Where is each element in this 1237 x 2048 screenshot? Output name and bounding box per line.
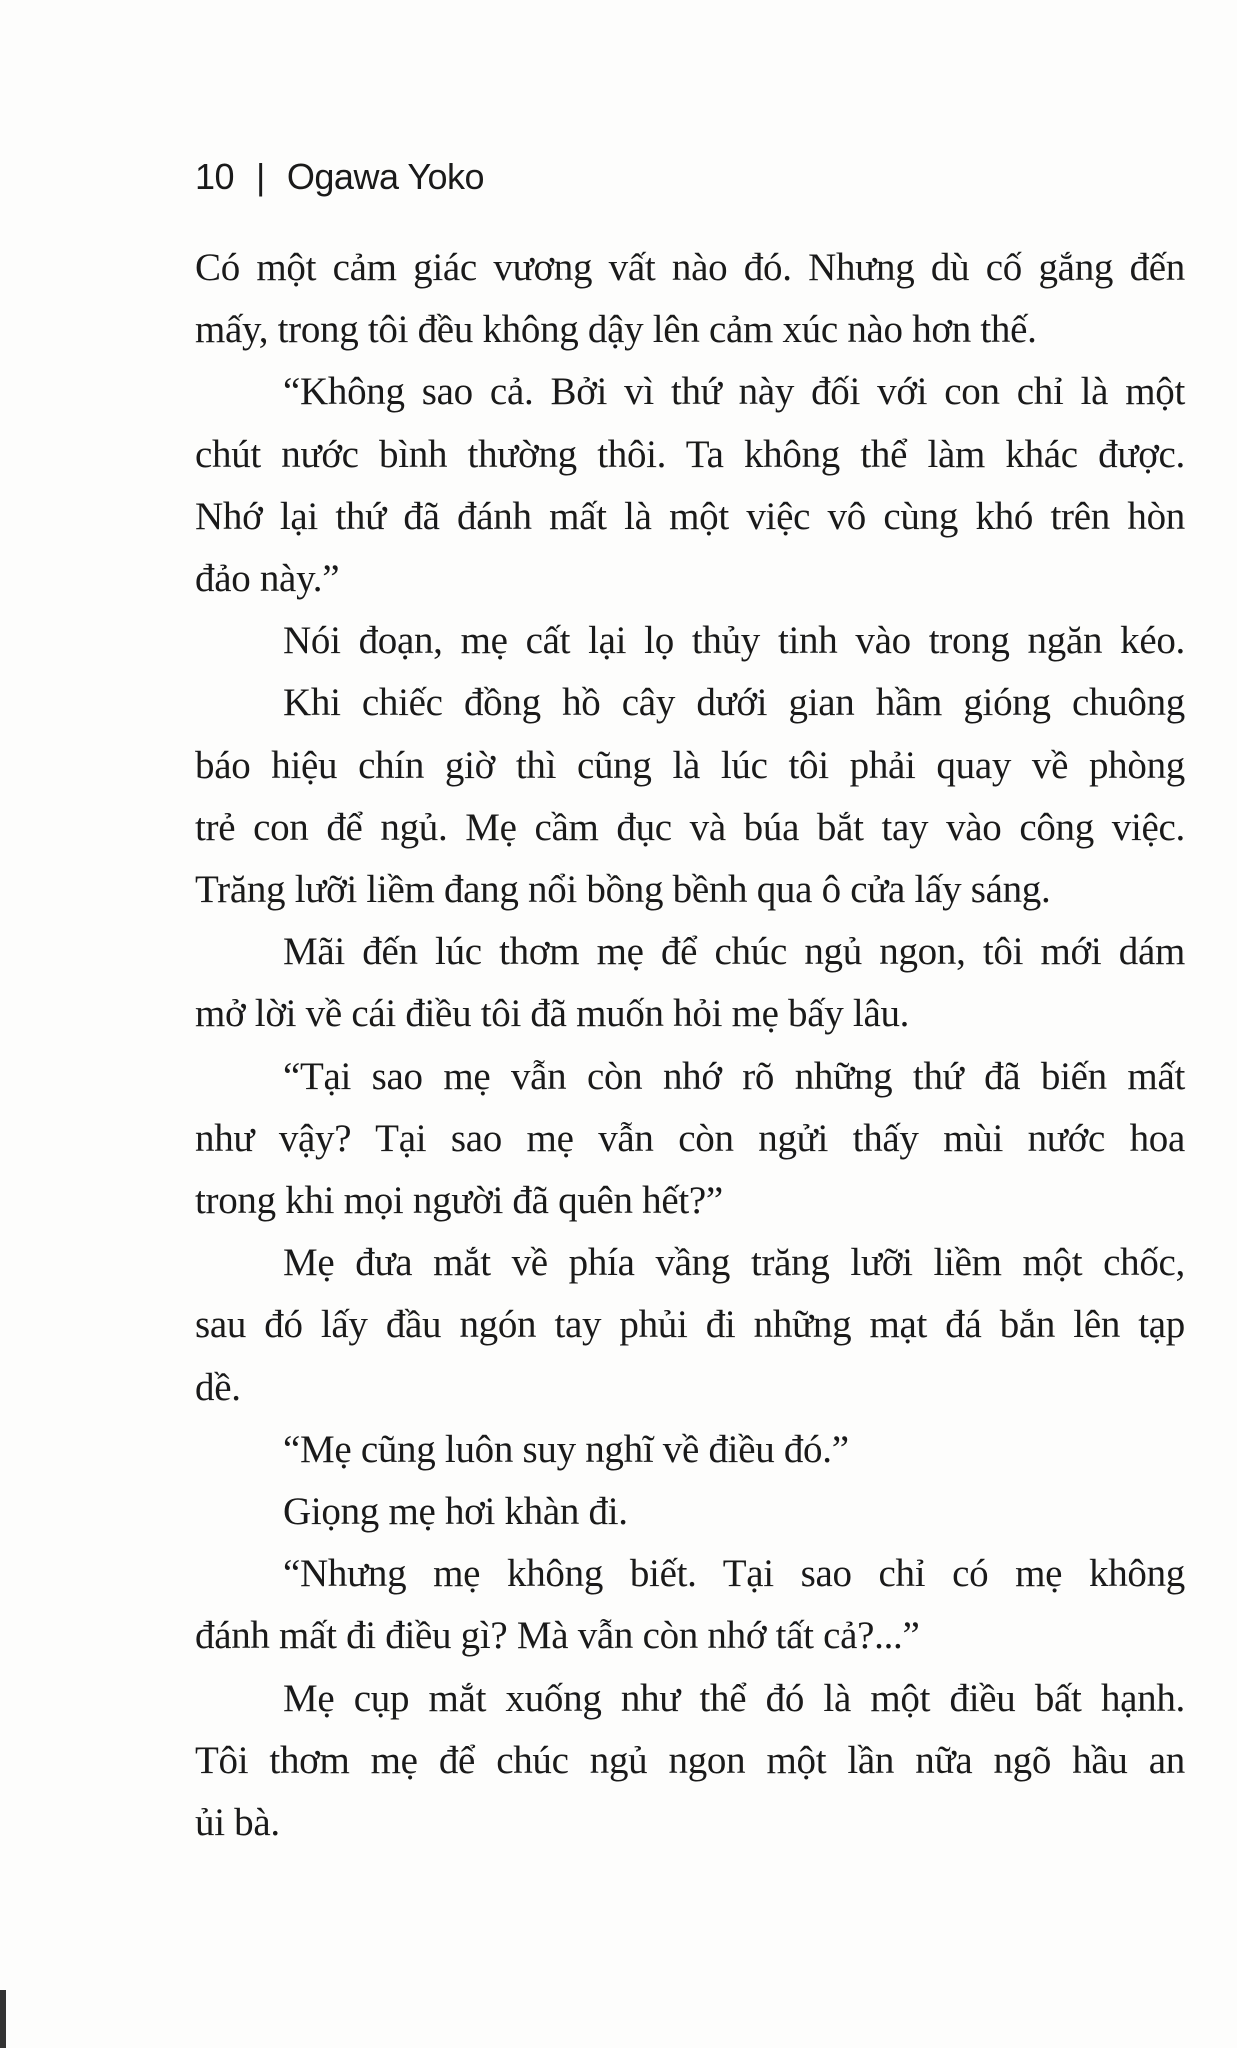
text-line: trong khi mọi người đã quên hết?” [195, 1179, 723, 1222]
text-line: “Nhưng mẹ không biết. Tại sao chỉ có mẹ không [283, 1552, 1185, 1596]
text-line: dề. [195, 1365, 241, 1409]
text-line: mở lời về cái điều tôi đã muốn hỏi mẹ bấy lâu. [195, 992, 910, 1036]
text-line: Mẹ cụp mắt xuống như thể đó là một điều bất hạnh. [283, 1676, 1185, 1720]
text-line: sau đó lấy đầu ngón tay phủi đi những mạt đá bắn lên tạp [195, 1303, 1185, 1347]
text-line: Khi chiếc đồng hồ cây dưới gian hầm gióng chuông [283, 681, 1185, 725]
running-header [195, 152, 484, 202]
page-edge-shadow [0, 1990, 6, 2048]
text-line: Nhớ lại thứ đã đánh mất là một việc vô cùng khó trên hòn [195, 494, 1185, 538]
text-line: Nói đoạn, mẹ cất lại lọ thủy tinh vào trong ngăn kéo. [283, 619, 1185, 663]
text-line: Mẹ đưa mắt về phía vầng trăng lưỡi liềm một chốc, [283, 1241, 1185, 1285]
text-line: mấy, trong tôi đều không dậy lên cảm xúc nào hơn thế. [195, 308, 1037, 352]
text-line: báo hiệu chín giờ thì cũng là lúc tôi phải quay về phòng [195, 743, 1185, 787]
text-line: đảo này.” [195, 557, 340, 600]
text-line: Giọng mẹ hơi khàn đi. [283, 1490, 628, 1533]
text-line: ủi bà. [195, 1801, 280, 1844]
text-line: Trăng lưỡi liềm đang nổi bồng bềnh qua ô cửa lấy sáng. [195, 868, 1051, 911]
text-line: “Không sao cả. Bởi vì thứ này đối với con chỉ là một [283, 370, 1185, 414]
author-name: Ogawa Yoko [286, 156, 485, 197]
text-line: “Mẹ cũng luôn suy nghĩ về điều đó.” [283, 1427, 849, 1471]
text-line: như vậy? Tại sao mẹ vẫn còn ngửi thấy mùi nước hoa [195, 1116, 1185, 1160]
header-separator: | [256, 156, 265, 197]
text-line: Có một cảm giác vương vất nào đó. Nhưng dù cố gắng đến [195, 246, 1185, 289]
text-line: “Tại sao mẹ vẫn còn nhớ rõ những thứ đã biến mất [283, 1054, 1185, 1098]
text-line: Mãi đến lúc thơm mẹ để chúc ngủ ngon, tôi mới dám [283, 930, 1185, 974]
page-number: 10 [195, 156, 235, 197]
text-line: chút nước bình thường thôi. Ta không thể làm khác được. [195, 432, 1185, 476]
text-line: trẻ con để ngủ. Mẹ cầm đục và búa bắt tay vào công việc. [195, 805, 1185, 849]
text-line: Tôi thơm mẹ để chúc ngủ ngon một lần nữa ngõ hầu an [195, 1738, 1185, 1782]
text-line: đánh mất đi điều gì? Mà vẫn còn nhớ tất cả?...” [195, 1614, 920, 1658]
